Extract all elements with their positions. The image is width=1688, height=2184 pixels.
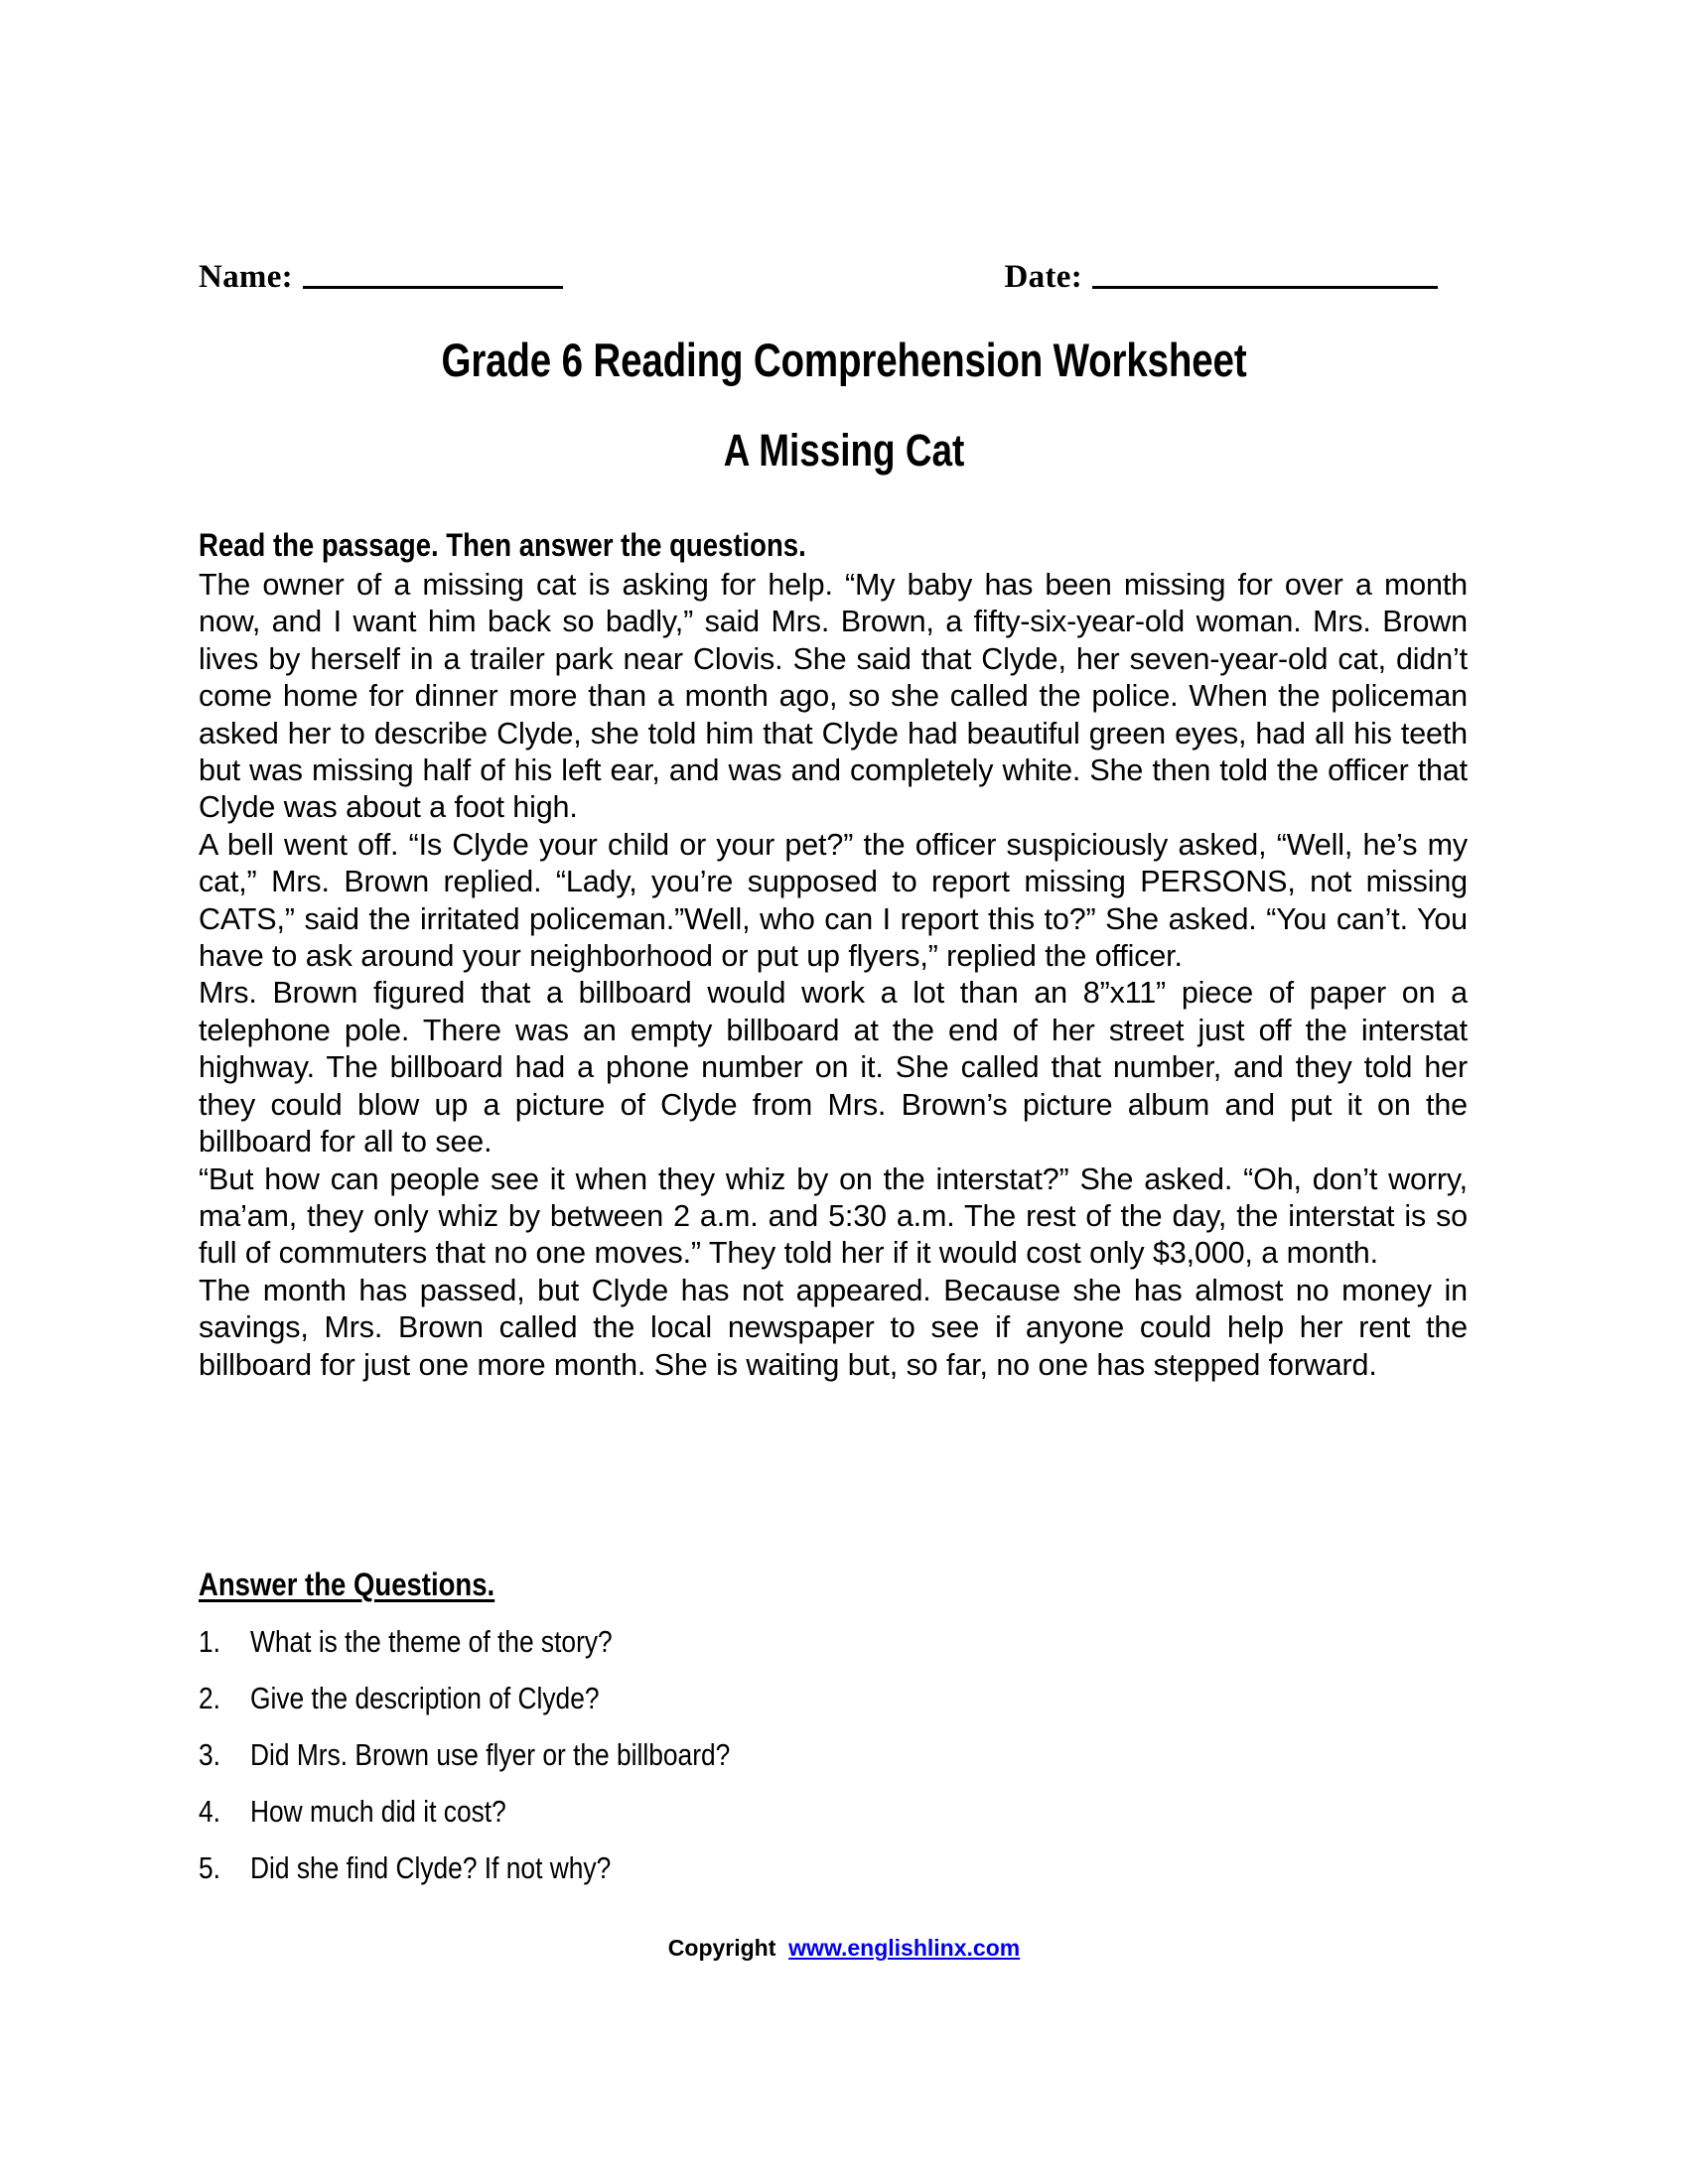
passage-paragraph-2: A bell went off. “Is Clyde your child or your pet?” the officer suspiciously asked, “Well, he’s my cat,” Mrs. Brown replied. “Lady, you’re supposed to report missing PERSONS, not missing CATS,” said the irritated policeman.”Well, who can I report this to?” She asked. “You can’t. You have to ask around your neighborhood or put up flyers,” replied the officer.: [199, 827, 1468, 974]
questions-section: [199, 1567, 1468, 1907]
englishlinx-link[interactable]: www.englishlinx.com: [788, 1935, 1021, 1961]
question-number: 2.: [199, 1681, 220, 1715]
passage-section: [199, 526, 1468, 1384]
worksheet-title: Grade 6 Reading Comprehension Worksheet: [441, 334, 1247, 386]
copyright-label: Copyright: [667, 1935, 776, 1961]
passage-instruction: Read the passage. Then answer the questions.: [199, 527, 806, 563]
question-text: Did she find Clyde? If not why?: [250, 1850, 612, 1885]
questions-heading: Answer the Questions.: [199, 1567, 495, 1602]
name-date-row: [199, 260, 1438, 294]
name-write-in-line[interactable]: [303, 286, 563, 289]
passage-title: A Missing Cat: [723, 425, 965, 476]
question-number: 4.: [199, 1794, 220, 1829]
date-write-in-line[interactable]: [1092, 286, 1438, 289]
question-text: Did Mrs. Brown use flyer or the billboard?: [250, 1737, 731, 1772]
question-text: Give the description of Clyde?: [250, 1681, 600, 1715]
date-label: Date:: [1004, 259, 1082, 295]
passage-paragraph-4: “But how can people see it when they whiz by on the interstat?” She asked. “Oh, don’t worry, ma’am, they only whiz by between 2 a.m. and 5:30 a.m. The rest of the day, the interstat is so full of commuters that no one moves.” They told her if it would cost only $3,000, a month.: [199, 1161, 1468, 1271]
question-item: [199, 1737, 1468, 1773]
question-item: [199, 1624, 1468, 1660]
question-item: [199, 1794, 1468, 1830]
passage-paragraph-1: The owner of a missing cat is asking for help. “My baby has been missing for over a month now, and I want him back so badly,” said Mrs. Brown, a fifty-six-year-old woman. Mrs. Brown lives by herself in a trailer park near Clovis. She said that Clyde, her seven-year-old cat, didn’t come home for dinner more than a month ago, so she called the police. When the policeman asked her to describe Clyde, she told him that Clyde had beautiful green eyes, had all his teeth but was missing half of his left ear, and was and completely white. She then told the officer that Clyde was about a foot high.: [199, 568, 1468, 825]
question-number: 1.: [199, 1624, 220, 1659]
passage-paragraph-5: The month has passed, but Clyde has not appeared. Because she has almost no money in savings, Mrs. Brown called the local newspaper to see if anyone could help her rent the billboard for just one more month. She is waiting but, so far, no one has stepped forward.: [199, 1273, 1468, 1382]
passage-paragraph-3: Mrs. Brown figured that a billboard would work a lot than an 8”x11” piece of paper on a telephone pole. There was an empty billboard at the end of her street just off the interstat highway. The billboard had a phone number on it. She called that number, and they told her they could blow up a picture of Clyde from Mrs. Brown’s picture album and put it on the billboard for all to see.: [199, 976, 1468, 1160]
question-item: [199, 1681, 1468, 1716]
footer: [0, 1934, 1688, 1962]
question-number: 3.: [199, 1737, 220, 1772]
date-field-group: [1005, 260, 1438, 294]
question-item: [199, 1850, 1468, 1886]
name-label: Name:: [199, 259, 293, 295]
question-number: 5.: [199, 1850, 220, 1885]
question-text: How much did it cost?: [250, 1794, 506, 1829]
question-list: [199, 1624, 1468, 1886]
question-text: What is the theme of the story?: [250, 1624, 613, 1659]
name-field-group: [199, 260, 563, 294]
